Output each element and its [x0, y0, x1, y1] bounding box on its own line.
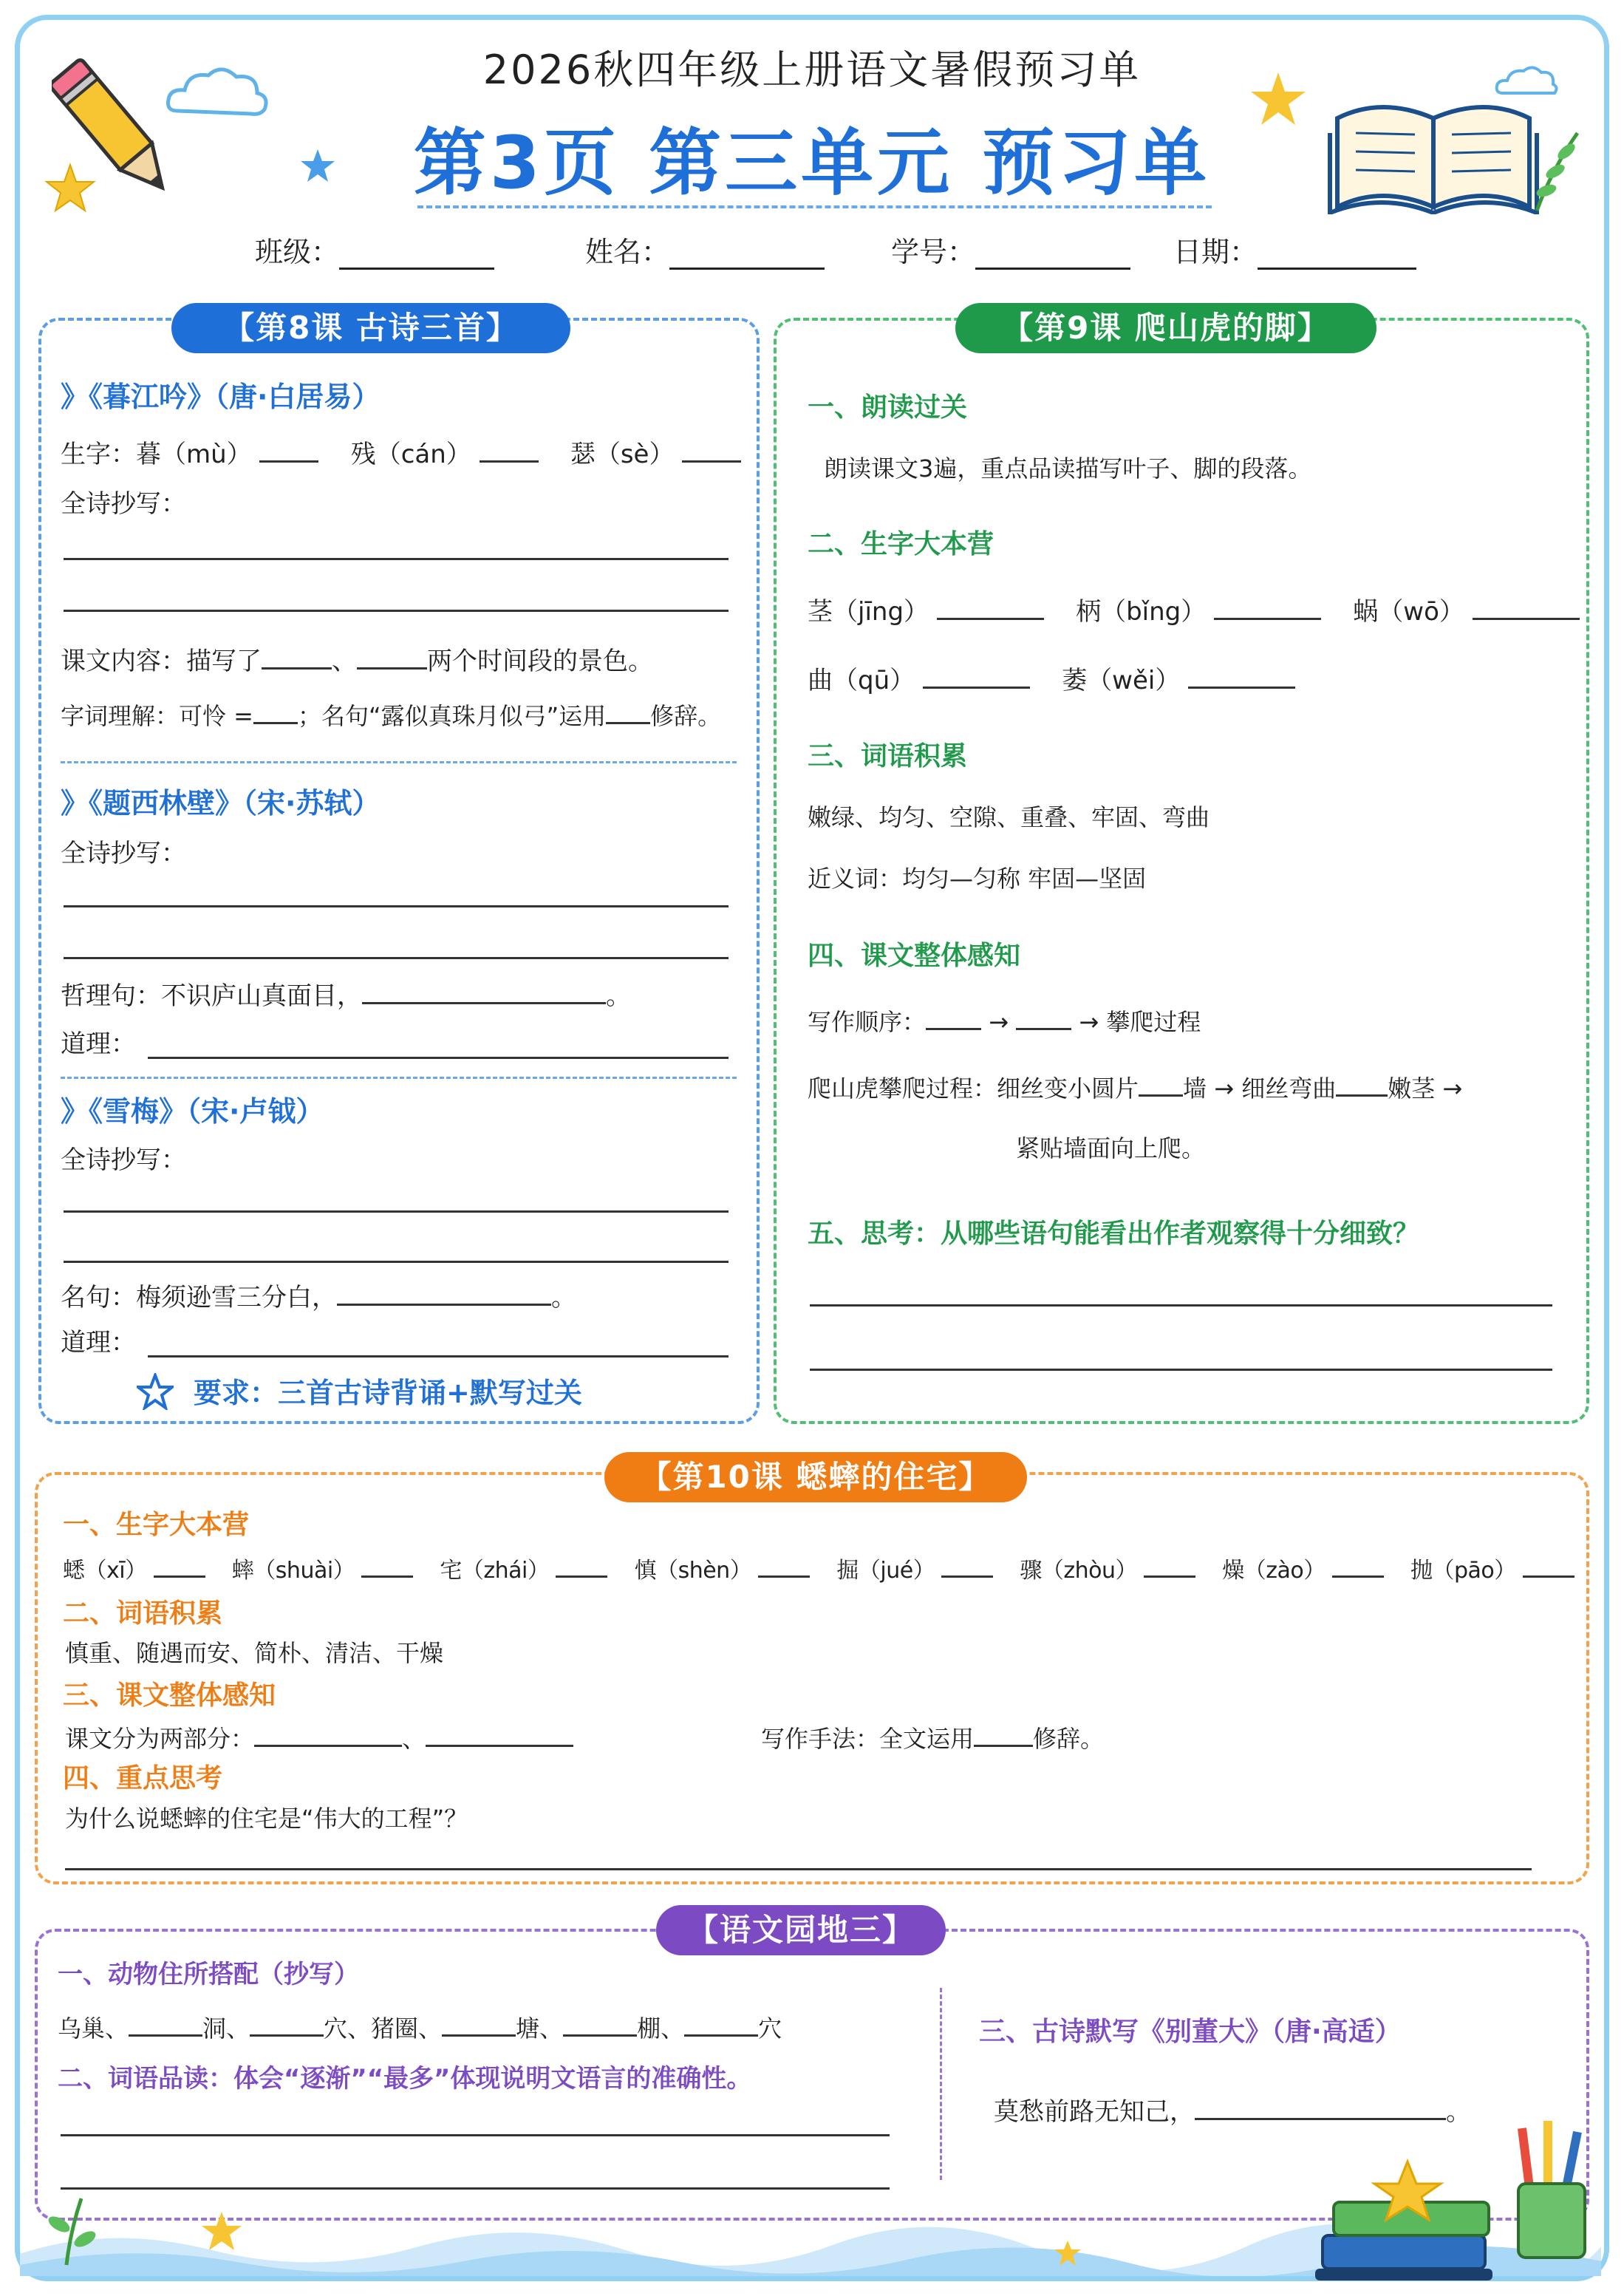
lesson10-question: 为什么说蟋蟀的住宅是“伟大的工程”？ [65, 1805, 468, 1833]
lesson10-answer-line[interactable] [65, 1868, 1532, 1870]
lesson10-header: 【第10课 蟋蟀的住宅】 [604, 1452, 1027, 1502]
lesson10-chars: 蟋（xī） 蟀（shuài） 宅（zhái） 慎（shèn） 掘（jué） 骤（zhòu） 燥（zào） 抛（pāo） [63, 1556, 1574, 1584]
poem3-famous: 名句：梅须逊雪三分白， 。 [61, 1281, 576, 1313]
lesson9-synonyms: 近义词：均匀—匀称 牢固—坚固 [808, 865, 1147, 893]
poem2-reason-line[interactable] [148, 1057, 729, 1059]
garden-answer-line[interactable] [61, 2134, 890, 2136]
poem1-copy-line[interactable] [64, 610, 729, 612]
divider [61, 761, 737, 763]
poem3-copy-line[interactable] [64, 1210, 729, 1213]
poem3-copy-line[interactable] [64, 1261, 729, 1263]
lesson10-technique: 写作手法：全文运用 修辞。 [761, 1725, 1105, 1753]
lesson9-section4: 四、课文整体感知 [808, 941, 1021, 971]
lesson9-section3: 三、词语积累 [808, 741, 968, 771]
id-field: 学号： [891, 229, 1130, 270]
lesson10-section4: 四、重点思考 [63, 1763, 223, 1793]
poem1-vocab: 字词理解：可怜 = ；名句“露似真珠月似弓”运用 修辞。 [61, 702, 722, 730]
book-stack-icon [1308, 2158, 1507, 2283]
lesson10-section3: 三、课文整体感知 [63, 1680, 276, 1711]
poem2-title: 》《题西林壁》（宋·苏轼） [61, 787, 381, 820]
lesson9-answer-line[interactable] [810, 1304, 1552, 1307]
garden-header: 【语文园地三】 [656, 1905, 946, 1955]
poem2-reason-label: 道理： [61, 1029, 136, 1059]
garden-divider [940, 1988, 942, 2180]
garden-match: 乌巢、 洞、 穴、猪圈、 塘、 棚、 穴 [58, 2014, 782, 2043]
class-blank[interactable] [339, 242, 494, 270]
lesson8-header: 【第8课 古诗三首】 [171, 303, 570, 353]
poem1-copy-label: 全诗抄写： [61, 489, 186, 519]
leaf-sprig-icon [37, 2187, 103, 2269]
poem1-copy-line[interactable] [64, 558, 729, 560]
poem3-reason-line[interactable] [148, 1355, 729, 1357]
poem1-content: 课文内容：描写了 、 两个时间段的景色。 [61, 644, 653, 677]
pencil-cup-icon [1507, 2113, 1596, 2261]
garden-section1: 一、动物住所搭配（抄写） [58, 1960, 359, 1989]
title-underline [417, 205, 1212, 208]
garden-answer-line[interactable] [61, 2187, 890, 2190]
garden-section3: 三、古诗默写《别董大》（唐·高适） [979, 2017, 1402, 2047]
lesson8-box [38, 318, 760, 1424]
poem2-copy-line[interactable] [64, 905, 729, 907]
poem3-copy-label: 全诗抄写： [61, 1145, 186, 1175]
lesson9-climb-end: 紧贴墙面向上爬。 [1016, 1134, 1206, 1162]
lesson9-chars-row2: 曲（qū） 萎（wěi） [808, 664, 1295, 696]
lesson9-answer-line[interactable] [810, 1369, 1552, 1371]
lesson9-chars-row1: 茎（jīng） 柄（bǐng） 蜗（wō） [808, 595, 1580, 627]
garden-section2: 二、词语品读：体会“逐渐”“最多”体现说明文语言的准确性。 [58, 2064, 752, 2094]
lesson9-reading-text: 朗读课文3遍，重点品读描写叶子、脚的段落。 [824, 454, 1312, 483]
page-subtitle: 2026秋四年级上册语文暑假预习单 [482, 47, 1142, 93]
page-title: 第3页 第三单元 预习单 [413, 121, 1211, 205]
poem2-copy-label: 全诗抄写： [61, 839, 186, 868]
divider [61, 1077, 737, 1079]
star-outline-icon [137, 1373, 174, 1410]
lesson9-section5: 五、思考：从哪些语句能看出作者观察得十分细致？ [808, 1219, 1420, 1249]
star-icon [199, 2210, 244, 2254]
garden-poem-line: 莫愁前路无知己， 。 [994, 2095, 1471, 2128]
lesson10-parts: 课文分为两部分： 、 [65, 1723, 573, 1753]
lesson9-section2: 二、生字大本营 [808, 529, 994, 559]
poem2-copy-line[interactable] [64, 957, 729, 959]
poem1-chars: 生字：暮（mù） 残（cán） 瑟（sè） [61, 437, 741, 470]
name-blank[interactable] [669, 242, 825, 270]
class-field: 班级： [255, 229, 494, 270]
lesson9-words: 嫩绿、均匀、空隙、重叠、牢固、弯曲 [808, 803, 1210, 831]
lesson9-climb-process: 爬山虎攀爬过程：细丝变小圆片 墙 → 细丝弯曲 嫩茎 → [808, 1074, 1463, 1103]
poem3-reason-label: 道理： [61, 1328, 136, 1357]
lesson10-section2: 二、词语积累 [63, 1598, 223, 1629]
lesson9-header: 【第9课 爬山虎的脚】 [955, 303, 1376, 353]
lesson9-section1: 一、朗读过关 [808, 392, 968, 423]
date-blank[interactable] [1258, 242, 1416, 270]
id-blank[interactable] [975, 242, 1130, 270]
lesson10-section1: 一、生字大本营 [63, 1510, 250, 1540]
lesson8-requirement: 要求：三首古诗背诵+默写过关 [194, 1377, 582, 1409]
poem3-title: 》《雪梅》（宋·卢钺） [61, 1095, 324, 1128]
star-icon [1053, 2239, 1082, 2269]
date-field: 日期： [1173, 229, 1416, 270]
lesson9-writing-order: 写作顺序： → → 攀爬过程 [808, 1008, 1201, 1036]
lesson10-words: 慎重、随遇而安、简朴、清洁、干燥 [65, 1639, 444, 1667]
poem1-title: 》《暮江吟》（唐·白居易） [61, 381, 381, 413]
poem2-philosophy: 哲理句：不识庐山真面目， 。 [61, 979, 631, 1012]
name-field: 姓名： [585, 229, 825, 270]
